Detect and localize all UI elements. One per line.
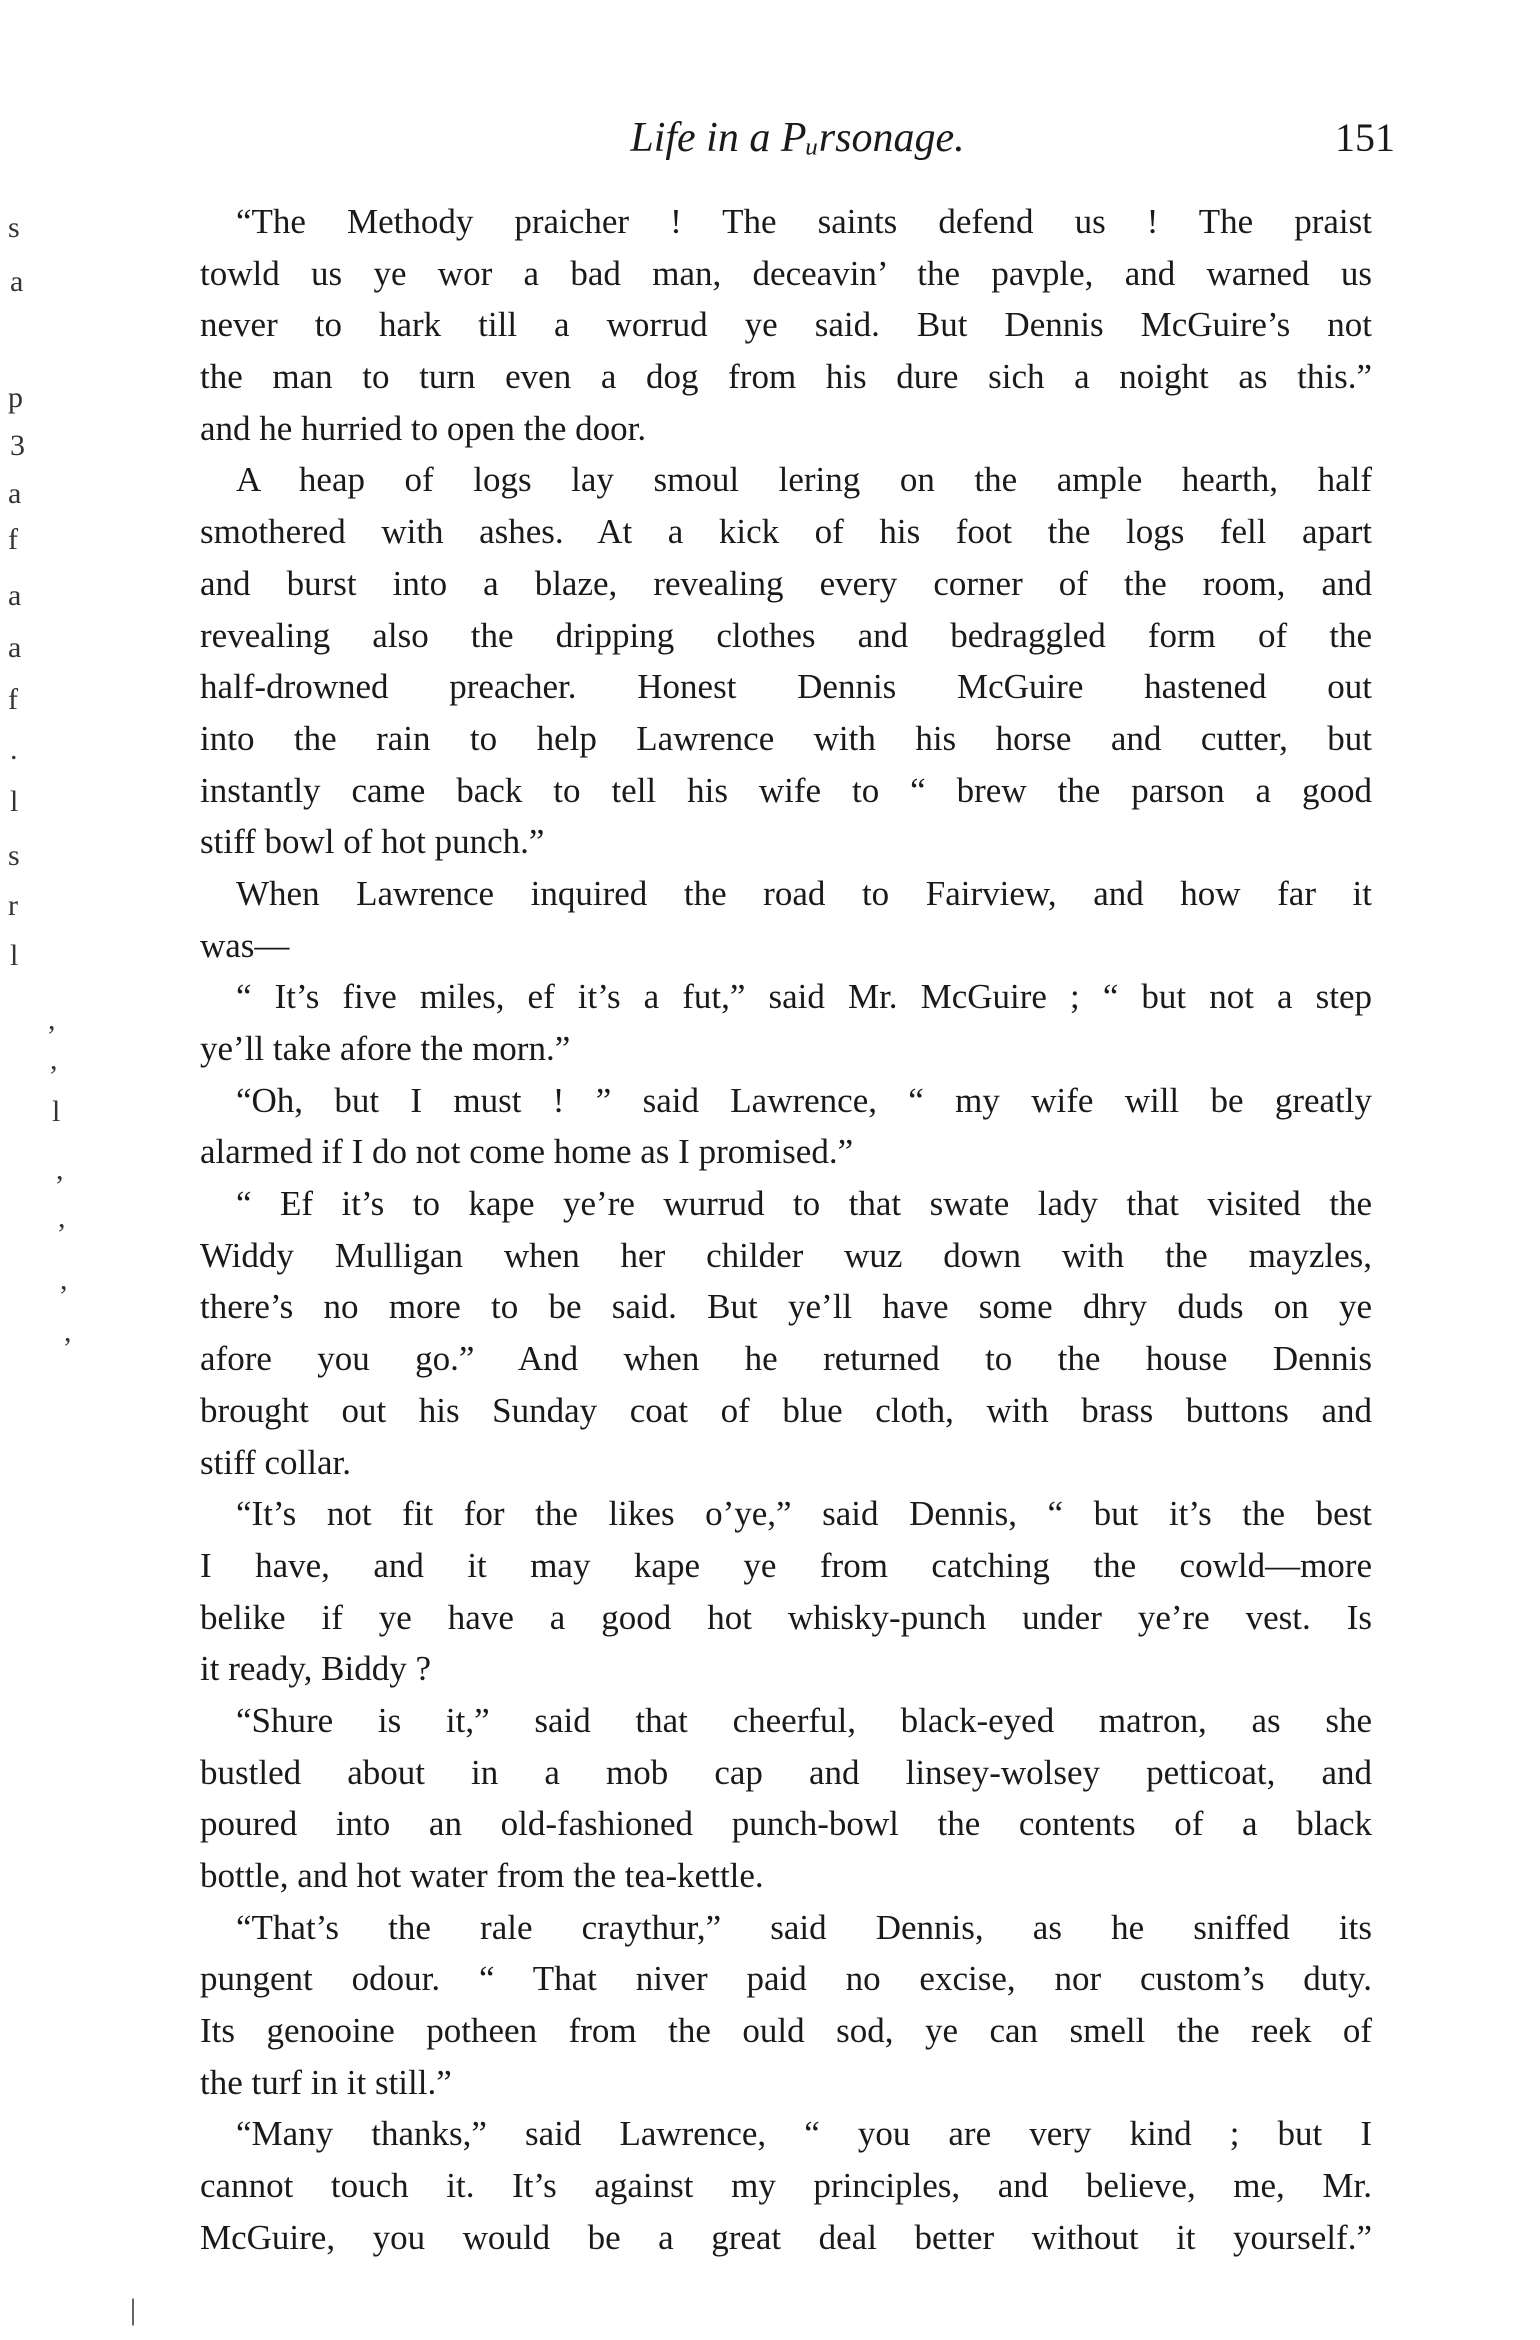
gutter-mark: a xyxy=(8,579,22,612)
gutter-mark: l xyxy=(10,939,19,972)
text-line: Widdy Mulligan when her childer wuz down with the mayzles, xyxy=(200,1235,1372,1275)
gutter-mark: l xyxy=(10,785,19,818)
text-line: stiff collar. xyxy=(200,1442,351,1482)
gutter-mark: | xyxy=(130,2293,137,2326)
text-line: McGuire, you would be a great deal better without it yourself.” xyxy=(200,2217,1372,2257)
text-line: it ready, Biddy ? xyxy=(200,1649,432,1689)
text-line: bottle, and hot water from the tea-kettle. xyxy=(200,1856,764,1895)
text-line: “Shure is it,” said that cheerful, black-eyed matron, as she xyxy=(236,1700,1372,1740)
text-line: and burst into a blaze, revealing every corner of the room, and xyxy=(200,563,1372,603)
text-line: “It’s not fit for the likes o’ye,” said Dennis, “ but it’s the best xyxy=(236,1494,1372,1534)
gutter-mark: . xyxy=(10,733,18,766)
gutter-mark: r xyxy=(8,889,18,922)
text-line: there’s no more to be said. But ye’ll have some dhry duds on ye xyxy=(200,1287,1372,1327)
gutter-mark: , xyxy=(56,1153,64,1186)
text-line: cannot touch it. It’s against my principles, and believe, me, Mr. xyxy=(200,2166,1372,2206)
gutter-mark: s xyxy=(8,211,20,244)
text-line: the turf in it still.” xyxy=(200,2062,452,2102)
gutter-mark: f xyxy=(8,683,18,716)
text-line: pungent odour. “ That niver paid no excise, nor custom’s duty. xyxy=(200,1959,1372,1999)
gutter-mark: 3 xyxy=(10,429,25,462)
gutter-mark: p xyxy=(8,381,23,414)
gutter-mark: , xyxy=(58,1201,66,1234)
text-line: poured into an old-fashioned punch-bowl the contents of a black xyxy=(200,1804,1372,1844)
gutter-mark: , xyxy=(50,1043,58,1076)
text-line: bustled about in a mob cap and linsey-wolsey petticoat, and xyxy=(200,1752,1372,1792)
text-line: revealing also the dripping clothes and bedraggled form of the xyxy=(200,615,1372,655)
text-line: afore you go.” And when he returned to the house Dennis xyxy=(200,1339,1372,1379)
text-line: A heap of logs lay smoul lering on the ample hearth, half xyxy=(236,460,1372,500)
text-line: into the rain to help Lawrence with his horse and cutter, but xyxy=(200,718,1372,758)
text-line: towld us ye wor a bad man, deceavin’ the pavple, and warned us xyxy=(200,253,1372,293)
page-number: 151 xyxy=(1335,115,1395,160)
text-line: instantly came back to tell his wife to “ brew the parson a good xyxy=(200,770,1372,810)
text-line: belike if ye have a good hot whisky-punch under ye’re vest. Is xyxy=(200,1597,1372,1637)
text-line: I have, and it may kape ye from catching the cowld—more xyxy=(200,1545,1372,1585)
text-line: half-drowned preacher. Honest Dennis McGuire hastened out xyxy=(200,667,1372,707)
text-line: “ It’s five miles, ef it’s a fut,” said Mr. McGuire ; “ but not a step xyxy=(236,977,1372,1017)
text-line: alarmed if I do not come home as I promised.” xyxy=(200,1132,854,1172)
text-line: smothered with ashes. At a kick of his foot the logs fell apart xyxy=(200,512,1372,552)
text-line: “ Ef it’s to kape ye’re wurrud to that swate lady that visited the xyxy=(236,1184,1372,1224)
bleed-through-gutter xyxy=(0,0,137,2340)
text-line: “Many thanks,” said Lawrence, “ you are very kind ; but I xyxy=(236,2114,1372,2154)
gutter-mark: , xyxy=(48,1003,56,1036)
text-line: “The Methody praicher ! The saints defend us ! The praist xyxy=(236,202,1372,241)
text-line: never to hark till a worrud ye said. But Dennis McGuire’s not xyxy=(200,305,1372,345)
text-line: When Lawrence inquired the road to Fairview, and how far it xyxy=(236,873,1372,913)
gutter-mark: , xyxy=(64,1315,72,1348)
gutter-mark: a xyxy=(8,477,22,510)
text-line: was— xyxy=(200,925,290,965)
text-line: the man to turn even a dog from his dure sich a noight as this.” xyxy=(200,357,1372,397)
running-title: Life in a Pᵤrsonage. xyxy=(630,115,965,161)
gutter-mark: , xyxy=(60,1263,68,1296)
body-text xyxy=(200,196,1372,2264)
text-line: “That’s the rale craythur,” said Dennis, as he sniffed its xyxy=(236,1907,1372,1947)
text-line: and he hurried to open the door. xyxy=(200,408,647,448)
gutter-mark: a xyxy=(8,631,22,664)
gutter-mark: s xyxy=(8,839,20,872)
text-line: brought out his Sunday coat of blue cloth, with brass buttons and xyxy=(200,1390,1372,1430)
text-line: ye’ll take afore the morn.” xyxy=(200,1029,571,1068)
running-head xyxy=(200,108,1395,168)
gutter-mark: a xyxy=(10,265,24,298)
text-line: “Oh, but I must ! ” said Lawrence, “ my wife will be greatly xyxy=(236,1080,1372,1120)
text-line: Its genooine potheen from the ould sod, ye can smell the reek of xyxy=(200,2011,1372,2051)
text-line: stiff bowl of hot punch.” xyxy=(200,822,545,862)
gutter-mark: f xyxy=(8,523,18,556)
gutter-mark: l xyxy=(52,1095,61,1128)
